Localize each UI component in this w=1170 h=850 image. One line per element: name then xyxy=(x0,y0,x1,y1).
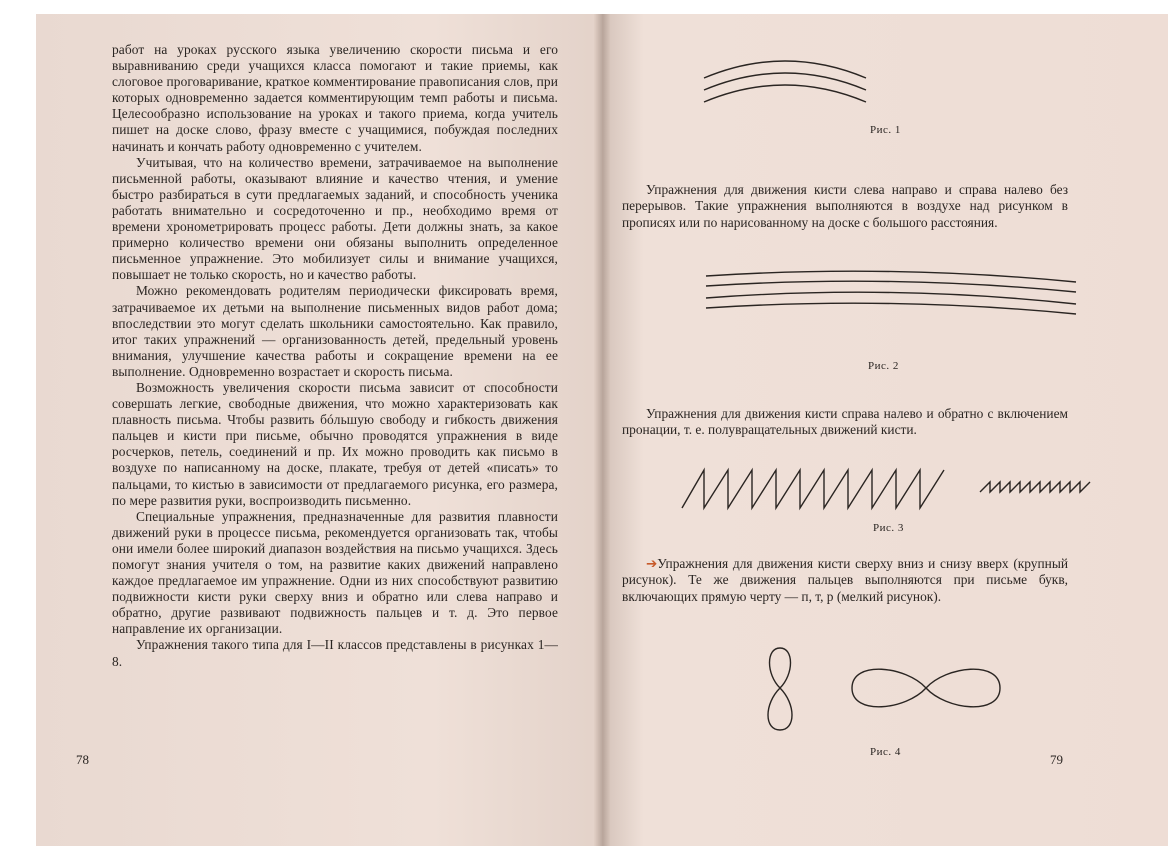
paragraph: работ на уроках русского языка увеличению скорости письма и его выравниванию среди учащихся класса помогают и такие приемы, как слоговое проговаривание, краткое комментирование правописания слов, при которых одновременно задается комментирующим темп работы и письма. Целесообразно использование на уроках и такого приема, когда учитель пишет на доске слово, фразу вместе с учащимися, побуждая последних начинать и кончать работу одновременно с учителем. xyxy=(112,42,558,154)
right-page-number: 79 xyxy=(1050,752,1063,767)
paragraph: Упражнения такого типа для I—II классов представлены в рисунках 1—8. xyxy=(112,637,558,669)
left-page-text xyxy=(112,42,558,670)
right-paragraph-1 xyxy=(622,182,1068,231)
large-sawtooth xyxy=(682,470,944,508)
vertical-figure-eight xyxy=(768,648,792,730)
arc-line xyxy=(706,271,1076,282)
red-pencil-mark: ➔ xyxy=(646,556,658,571)
paragraph: Можно рекомендовать родителям периодически фиксировать время, затрачиваемое их детьми на выполнение письменных видов работ дома; впоследствии это могут сделать школьники самостоятельно. Как правило, итог таких упражнений — организованность детей, предельный уровень внимания, улучшение качества работы и сокращение времени на ее выполнение. Одновременно возрастает и скорость письма. xyxy=(112,283,558,379)
right-paragraph-3 xyxy=(622,556,1068,605)
arc-line xyxy=(706,281,1076,292)
paragraph-text: Упражнения для движения кисти сверху вниз и снизу вверх (крупный рисунок). Те же движения пальцев выполняются при письме букв, включающих прямую черту — п, т, р (мелкий рисунок). xyxy=(622,556,1068,604)
arc-line xyxy=(704,61,866,78)
figure-3-caption: Рис. 3 xyxy=(873,522,904,534)
figure-4-caption: Рис. 4 xyxy=(870,746,901,758)
horizontal-infinity-loop xyxy=(852,669,1000,707)
paragraph: Учитывая, что на количество времени, затрачиваемое на выполнение письменной работы, оказывают влияние и качество чтения, и умение быстро разбираться в сути предлагаемых заданий, и способность ученика работать внимательно и сосредоточенно и пр., необходимо время от времени хронометрировать процесс работы. Дети должны знать, за какое примерно количество времени они обязаны выполнить определенное письменное упражнение. Это мобилизует силы и внимание учащихся, повышает не только скорость, но и качество работы. xyxy=(112,154,558,283)
arc-line xyxy=(704,73,866,90)
paragraph: Упражнения для движения кисти слева направо и справа налево без перерывов. Такие упражнения выполняются в воздухе над рисунком в прописях или по нарисованному на доске с большого расстояния. xyxy=(622,182,1068,230)
figure-4-loops xyxy=(760,644,1060,734)
arc-line xyxy=(706,303,1076,314)
paragraph xyxy=(622,556,1068,605)
figure-1-arcs xyxy=(700,52,870,112)
paragraph: Возможность увеличения скорости письма зависит от способности совершать легкие, свободные движения, что можно характеризовать как плавность письма. Чтобы развить бóльшую свободу и гибкость движения пальцев и кисти при письме, обычно проводятся упражнения в виде росчерков, петель, соединений и пр. Их можно проводить как письмо в воздухе по написанному на доске, плакате, требуя от детей «писать» то пальцами, то кистью в зависимости от предлагаемого рисунка, его размера, по мере развития руки, воспроизводить письменно. xyxy=(112,379,558,508)
arc-line xyxy=(706,292,1076,304)
arc-line xyxy=(704,85,866,102)
figure-2-caption: Рис. 2 xyxy=(868,360,899,372)
paragraph: Упражнения для движения кисти справа налево и обратно с включением пронации, т. е. полувращательных движений кисти. xyxy=(622,406,1068,438)
left-page xyxy=(36,14,602,846)
paragraph: Специальные упражнения, предназначенные для развития плавности движений руки в процессе письма, рекомендуется организовать так, чтобы они имели более широкий диапазон воздействия на письмо учащихся. Здесь помогут знания учителя о том, на развитие каких движений направлено каждое предлагаемое им упражнение. Одни из них способствуют развитию подвижности кисти руки сверху вниз и обратно или слева направо и обратно, другие развивают подвижность пальцев и т. д. Это первое направление их организации. xyxy=(112,508,558,637)
figure-3-sawtooth xyxy=(680,466,1110,516)
figure-2-arcs xyxy=(700,268,1080,328)
book-gutter xyxy=(594,14,610,846)
right-paragraph-2 xyxy=(622,406,1068,439)
figure-1-caption: Рис. 1 xyxy=(870,124,901,136)
small-sawtooth xyxy=(980,482,1090,492)
left-page-number: 78 xyxy=(76,752,89,767)
